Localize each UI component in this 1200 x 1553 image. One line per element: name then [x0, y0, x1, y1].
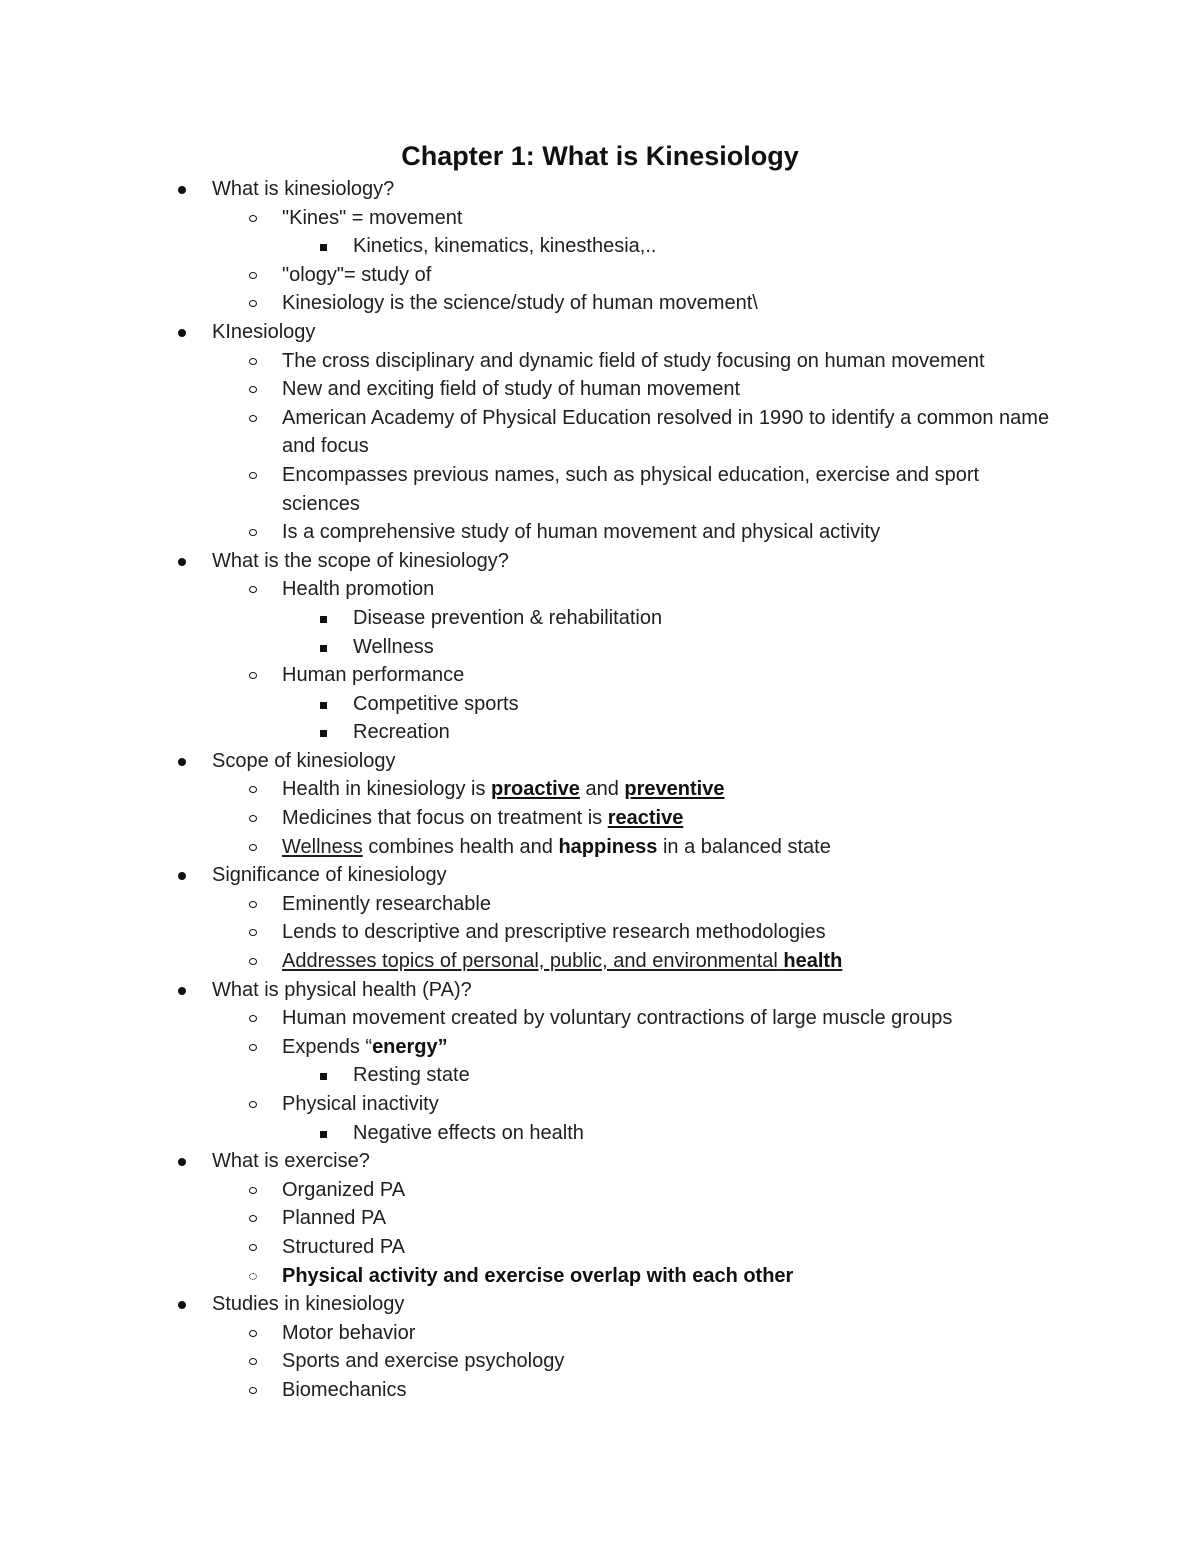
list-item-text: Kinetics, kinematics, kinesthesia,.. [353, 235, 657, 258]
list-item-text: Resting state [353, 1064, 470, 1087]
text-run: Medicines that focus on treatment is [282, 807, 608, 830]
list-item-text: Kinesiology is the science/study of human movement\ [282, 292, 758, 315]
list-item-text: Significance of kinesiology [212, 864, 447, 887]
square-bullet-icon [320, 730, 327, 737]
list-item [0, 261, 1200, 290]
list-item-text: Lends to descriptive and prescriptive research methodologies [282, 921, 826, 944]
list-item-text [282, 804, 1062, 833]
disc-bullet-icon [178, 987, 186, 995]
list-item-text: Encompasses previous names, such as physical education, exercise and sport sciences [282, 463, 980, 515]
list-item [0, 718, 1200, 747]
square-bullet-icon [320, 645, 327, 652]
list-item-text: What is exercise? [212, 1150, 370, 1173]
circle-bullet-icon [249, 1358, 257, 1365]
list-item [0, 604, 1200, 633]
circle-bullet-icon [249, 586, 257, 593]
list-item-text: Planned PA [282, 1207, 387, 1230]
list-item-text: Human performance [282, 664, 465, 687]
circle-bullet-icon [249, 1330, 257, 1337]
list-item-text: Biomechanics [282, 1378, 407, 1401]
emphasis-happiness: happiness [558, 835, 658, 858]
text-run: combines health and [362, 835, 559, 858]
disc-bullet-icon [178, 1301, 186, 1309]
circle-bullet-icon [249, 786, 257, 793]
circle-bullet-icon [249, 1187, 257, 1194]
circle-bullet-icon [249, 1044, 257, 1051]
list-item [0, 661, 1200, 690]
square-bullet-icon [320, 1073, 327, 1080]
list-item-text: Competitive sports [353, 692, 519, 715]
list-item-text: Physical inactivity [282, 1093, 439, 1115]
list-item [0, 1061, 1200, 1090]
list-item [0, 833, 1200, 862]
list-item-text: Eminently researchable [282, 892, 491, 915]
text-run: and [579, 778, 625, 801]
list-item-text: Negative effects on health [353, 1121, 584, 1144]
list-item [0, 1347, 1200, 1376]
square-bullet-icon [320, 702, 327, 709]
text-run: in a balanced state [657, 835, 831, 858]
list-item [0, 375, 1200, 404]
list-item-text: Recreation [353, 721, 450, 744]
text-run: Health in kinesiology is [282, 778, 491, 801]
list-item-text: What is physical health (PA)? [212, 978, 472, 1001]
list-item-text: Sports and exercise psychology [282, 1350, 565, 1373]
list-item [0, 1004, 1200, 1033]
square-bullet-icon [320, 1131, 327, 1138]
circle-bullet-icon [249, 672, 257, 679]
list-item-text: What is the scope of kinesiology? [212, 549, 509, 572]
circle-bullet-icon [249, 901, 257, 908]
list-item-text: Human movement created by voluntary contractions of large muscle groups [282, 1007, 953, 1030]
list-item [0, 1290, 1200, 1319]
underlined-text: Addresses topics of personal, public, and environmental [282, 950, 784, 973]
list-item [0, 1262, 1200, 1291]
dotted-circle-bullet-icon [249, 1273, 257, 1280]
list-item-text: KInesiology [212, 320, 316, 343]
list-item-text [282, 775, 1062, 804]
list-item [0, 547, 1200, 576]
emphasis-reactive: reactive [607, 807, 684, 830]
emphasis-proactive: proactive [491, 778, 580, 801]
list-item [0, 175, 1200, 204]
list-item [0, 633, 1200, 662]
text-run: Expends “ [282, 1035, 373, 1058]
square-bullet-icon [320, 616, 327, 623]
list-item [0, 347, 1200, 376]
list-item [0, 890, 1200, 919]
list-item [0, 861, 1200, 890]
list-item [0, 690, 1200, 719]
list-item [0, 747, 1200, 776]
list-item [0, 518, 1200, 547]
circle-bullet-icon [249, 386, 257, 393]
list-item [0, 1319, 1200, 1348]
list-item-text: Structured PA [282, 1235, 406, 1258]
list-item-text: Wellness [353, 635, 434, 658]
emphasis-preventive: preventive [624, 778, 725, 801]
underlined-wellness: Wellness [282, 835, 363, 858]
notes-outline [0, 175, 1200, 1405]
emphasis-health: health [783, 950, 843, 973]
list-item [0, 1204, 1200, 1233]
list-item [0, 1033, 1200, 1062]
disc-bullet-icon [178, 1158, 186, 1166]
circle-bullet-icon [249, 1015, 257, 1022]
list-item-text: Health promotion [282, 578, 435, 601]
list-item [0, 1147, 1200, 1176]
list-item [0, 461, 1200, 518]
circle-bullet-icon [249, 529, 257, 536]
list-item [0, 318, 1200, 347]
list-item-text: Motor behavior [282, 1321, 416, 1344]
list-item [0, 947, 1200, 976]
list-item [0, 918, 1200, 947]
list-item [0, 289, 1200, 318]
circle-bullet-icon [249, 929, 257, 936]
list-item-text: Disease prevention & rehabilitation [353, 606, 663, 629]
list-item [0, 1376, 1200, 1405]
circle-bullet-icon [249, 472, 257, 479]
circle-bullet-icon [249, 844, 257, 851]
square-bullet-icon [320, 244, 327, 251]
disc-bullet-icon [178, 758, 186, 766]
emphasis-energy: energy” [372, 1035, 448, 1058]
list-item [0, 404, 1200, 461]
list-item [0, 775, 1200, 804]
circle-bullet-icon [249, 358, 257, 365]
circle-bullet-icon [249, 1101, 257, 1108]
list-item [0, 204, 1200, 233]
list-item-text: "Kines" = movement [282, 206, 463, 229]
circle-bullet-icon [249, 300, 257, 307]
disc-bullet-icon [178, 558, 186, 566]
circle-bullet-icon [249, 958, 257, 965]
list-item-text: New and exciting field of study of human movement [282, 378, 741, 401]
list-item-text: Scope of kinesiology [212, 749, 396, 772]
list-item-text [282, 947, 1062, 976]
disc-bullet-icon [178, 872, 186, 880]
list-item [0, 976, 1200, 1005]
list-item-text: Physical activity and exercise overlap with each other [282, 1264, 794, 1287]
circle-bullet-icon [249, 215, 257, 222]
list-item-text [282, 833, 1062, 862]
circle-bullet-icon [249, 815, 257, 822]
disc-bullet-icon [178, 186, 186, 194]
circle-bullet-icon [249, 415, 257, 422]
list-item-text: What is kinesiology? [212, 178, 395, 200]
list-item-text: Is a comprehensive study of human movement and physical activity [282, 521, 881, 544]
list-item [0, 232, 1200, 261]
circle-bullet-icon [249, 1244, 257, 1251]
list-item [0, 575, 1200, 604]
list-item [0, 1176, 1200, 1205]
circle-bullet-icon [249, 1215, 257, 1222]
list-item-text: Studies in kinesiology [212, 1293, 405, 1316]
list-item-text: "ology"= study of [282, 263, 432, 286]
disc-bullet-icon [178, 329, 186, 337]
list-item [0, 1119, 1200, 1148]
list-item-text: The cross disciplinary and dynamic field of study focusing on human movement [282, 349, 985, 372]
circle-bullet-icon [249, 272, 257, 279]
list-item-text [282, 1033, 1062, 1062]
list-item-text: American Academy of Physical Education resolved in 1990 to identify a common name and focus [282, 406, 1050, 458]
list-item [0, 1233, 1200, 1262]
list-item-text: Organized PA [282, 1178, 406, 1201]
circle-bullet-icon [249, 1387, 257, 1394]
page-title: Chapter 1: What is Kinesiology [401, 141, 799, 171]
list-item [0, 804, 1200, 833]
list-item [0, 1090, 1200, 1119]
